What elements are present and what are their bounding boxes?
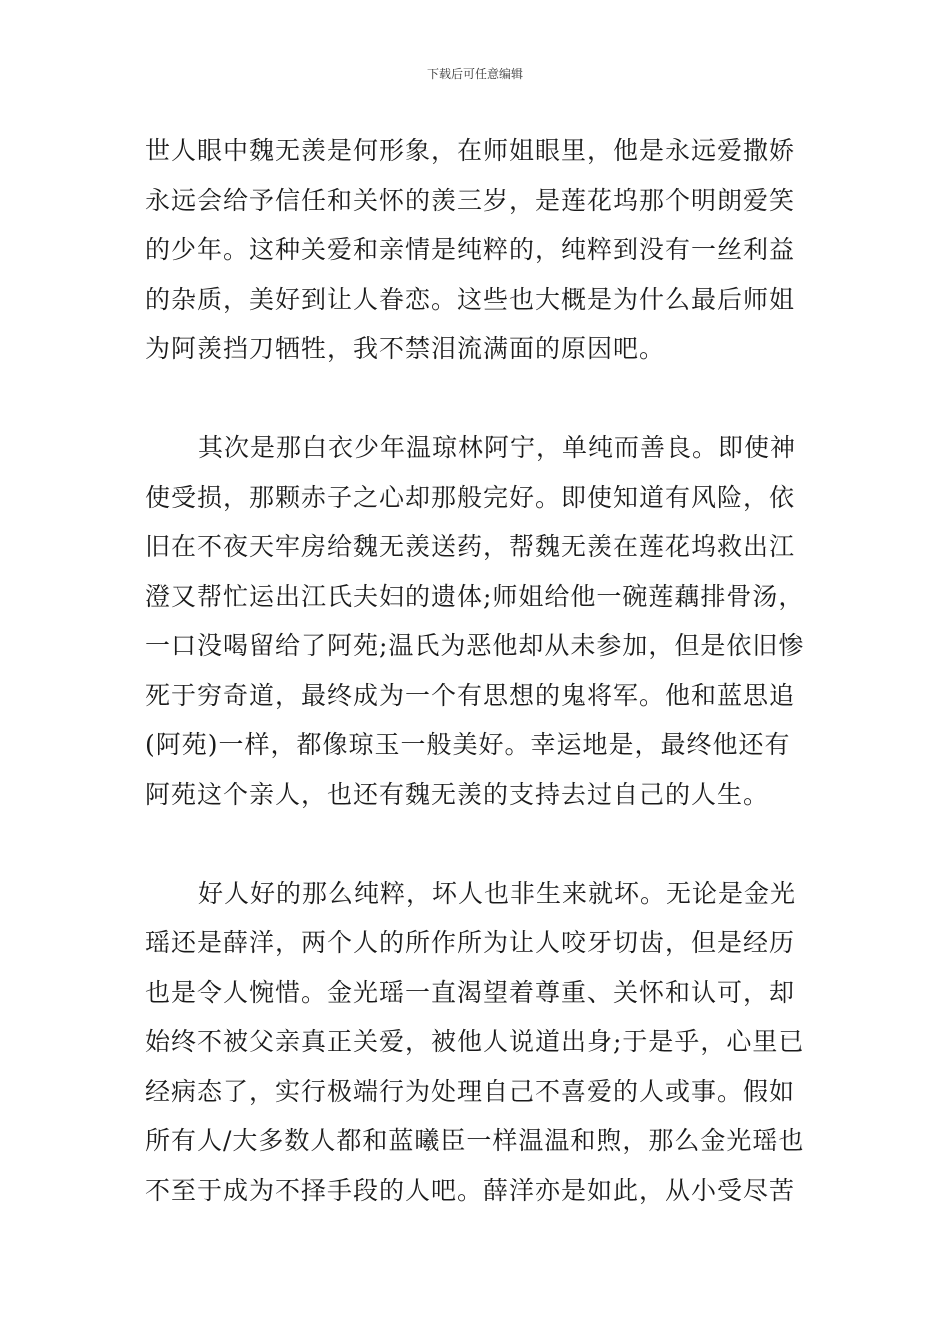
text-line: 好人好的那么纯粹，坏人也非生来就坏。无论是金光 <box>198 878 797 908</box>
text-line: 所有人/大多数人都和蓝曦臣一样温温和煦，那么金光瑶也 <box>145 1126 805 1155</box>
page-header: 下载后可任意编辑 <box>426 67 523 81</box>
text-line: 的杂质，美好到让人眷恋。这些也大概是为什么最后师姐 <box>145 284 796 314</box>
text-line: 澄又帮忙运出江氏夫妇的遗体;师姐给他一碗莲藕排骨汤， <box>145 581 805 611</box>
document-body <box>145 126 805 1215</box>
text-line: 的少年。这种关爱和亲情是纯粹的，纯粹到没有一丝利益 <box>145 235 796 264</box>
text-line: 始终不被父亲真正关爱，被他人说道出身;于是乎，心里已 <box>145 1027 805 1056</box>
paragraph-spacer <box>145 374 805 424</box>
text-line: 不至于成为不择手段的人吧。薛洋亦是如此，从小受尽苦 <box>145 1175 796 1205</box>
paragraph-1 <box>145 126 805 374</box>
text-line: 死于穷奇道，最终成为一个有思想的鬼将军。他和蓝思追 <box>145 680 796 710</box>
text-line: 为阿羡挡刀牺牲，我不禁泪流满面的原因吧。 <box>145 334 666 363</box>
paragraph-3 <box>145 869 805 1216</box>
text-line: 也是令人惋惜。金光瑶一直渴望着尊重、关怀和认可，却 <box>145 977 796 1007</box>
paragraph-spacer <box>145 819 805 869</box>
text-line: 瑶还是薛洋，两个人的所作所为让人咬牙切齿，但是经历 <box>145 928 796 957</box>
text-line: 世人眼中魏无羡是何形象，在师姐眼里，他是永远爱撒娇 <box>145 136 796 165</box>
text-line: (阿苑)一样，都像琼玉一般美好。幸运地是，最终他还有 <box>145 730 791 759</box>
text-line: 一口没喝留给了阿苑;温氏为恶他却从未参加，但是依旧惨 <box>145 631 805 660</box>
text-line: 使受损，那颗赤子之心却那般完好。即使知道有风险，依 <box>145 482 796 512</box>
text-line: 旧在不夜天牢房给魏无羡送药，帮魏无羡在莲花坞救出江 <box>145 532 796 561</box>
text-line: 经病态了，实行极端行为处理自己不喜爱的人或事。假如 <box>145 1076 796 1106</box>
text-line: 永远会给予信任和关怀的羡三岁，是莲花坞那个明朗爱笑 <box>145 185 796 215</box>
paragraph-2 <box>145 423 805 819</box>
text-line: 阿苑这个亲人，也还有魏无羡的支持去过自己的人生。 <box>145 779 770 809</box>
text-line: 其次是那白衣少年温琼林阿宁，单纯而善良。即使神 <box>198 433 797 462</box>
